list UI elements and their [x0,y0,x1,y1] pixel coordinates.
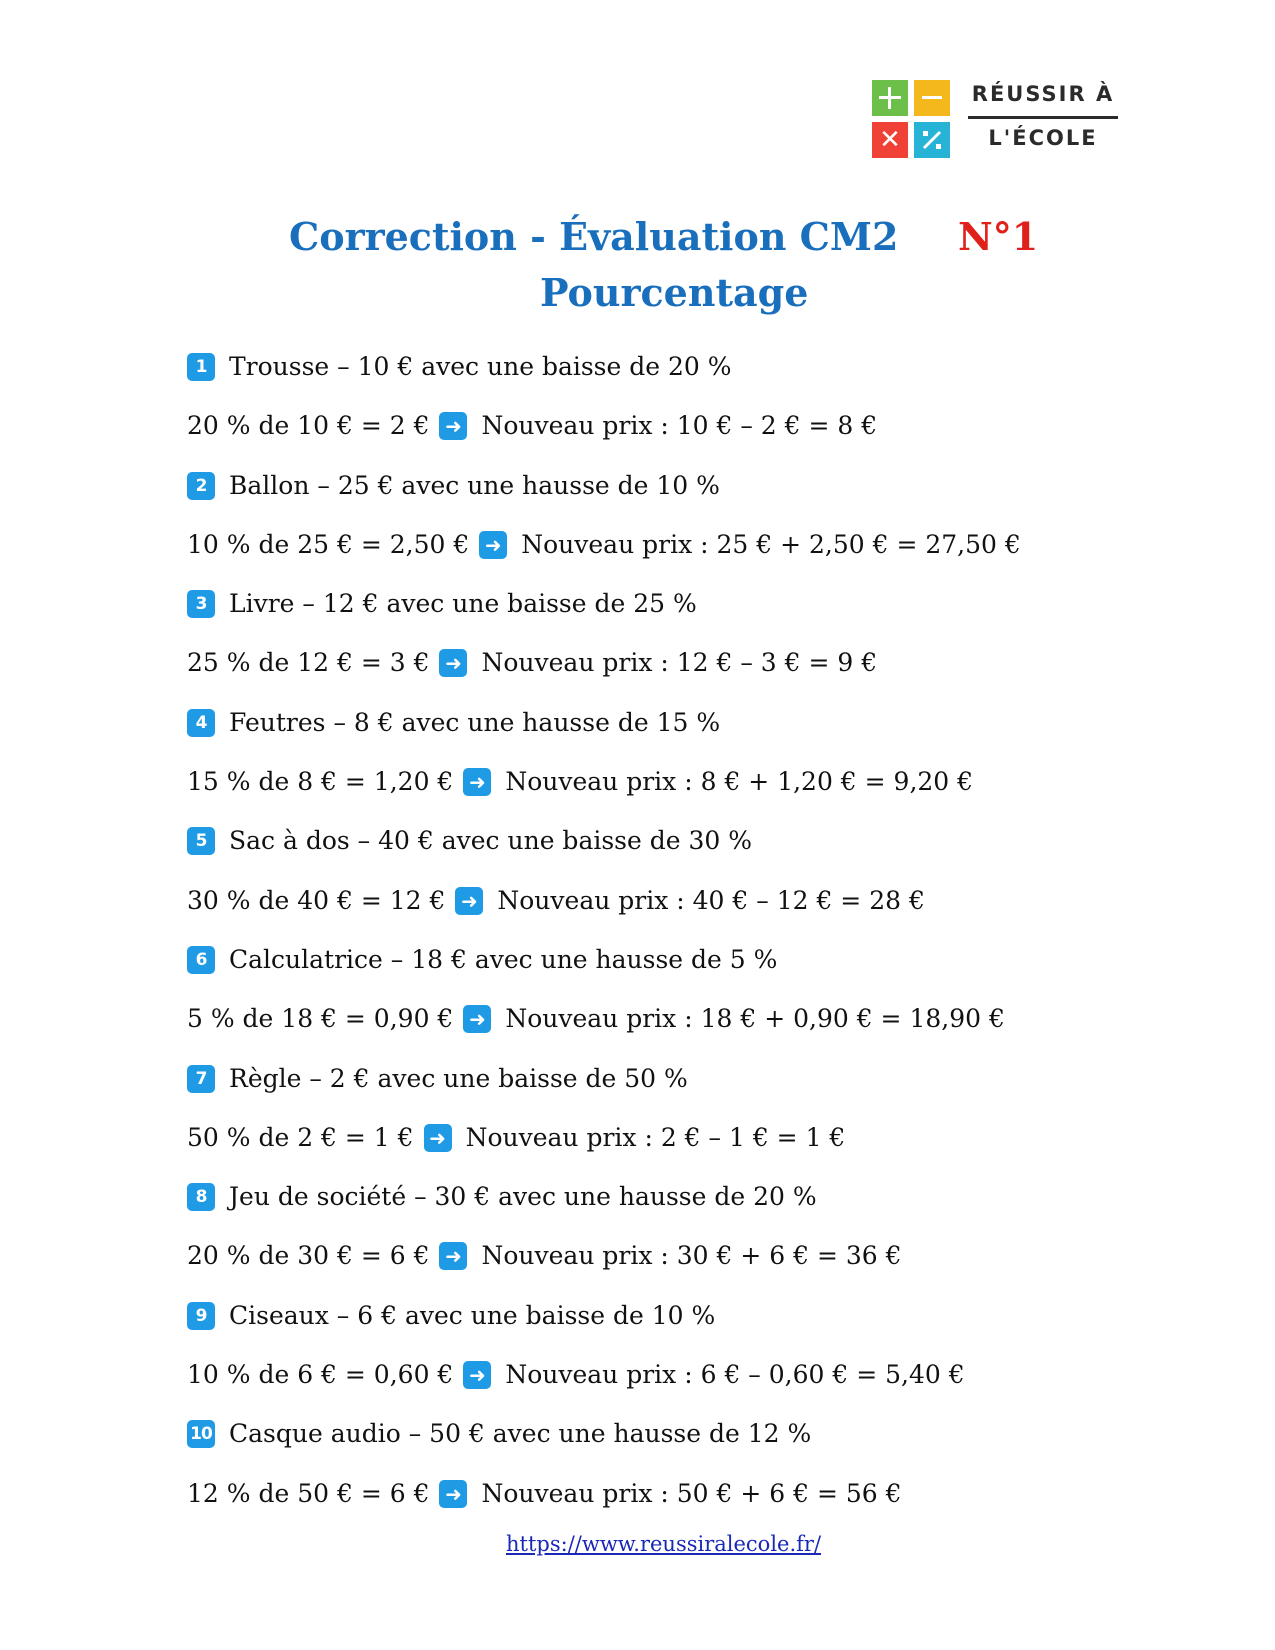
right-arrow-icon: ➜ [424,1124,452,1152]
question-line [187,1177,1087,1236]
question-line [187,1059,1087,1118]
question-line [187,940,1087,999]
number-badge-icon: 6 [187,946,215,974]
times-icon: ✕ [872,122,908,158]
percent-icon [914,122,950,158]
number-badge-icon: 1 [187,353,215,381]
question-line [187,466,1087,525]
number-badge-icon: 3 [187,590,215,618]
number-badge-icon: 4 [187,709,215,737]
number-badge-icon: 7 [187,1065,215,1093]
calculation-text: 20 % de 30 € = 6 € [187,1241,430,1271]
result-text: Nouveau prix : 8 € + 1,20 € = 9,20 € [505,767,974,797]
calculation-text: 10 % de 6 € = 0,60 € [187,1360,454,1390]
result-text: Nouveau prix : 10 € – 2 € = 8 € [481,411,878,441]
question-text: Casque audio – 50 € avec une hausse de 12 % [229,1419,812,1449]
logo-wordmark [968,80,1118,158]
result-text: Nouveau prix : 12 € – 3 € = 9 € [481,648,878,678]
result-text: Nouveau prix : 40 € – 12 € = 28 € [497,885,925,915]
question-text: Jeu de société – 30 € avec une hausse de 20 % [229,1182,817,1212]
exercise-list [187,347,1087,1533]
answer-line [187,762,1087,821]
question-text: Livre – 12 € avec une baisse de 25 % [229,589,697,619]
right-arrow-icon: ➜ [463,768,491,796]
logo-line-1: RÉUSSIR À [971,82,1115,106]
question-text: Calculatrice – 18 € avec une hausse de 5 % [229,944,778,974]
logo-line-2: L'ÉCOLE [988,126,1098,150]
result-text: Nouveau prix : 2 € – 1 € = 1 € [465,1122,846,1152]
question-line [187,347,1087,406]
question-line [187,1414,1087,1473]
number-badge-icon: 9 [187,1302,215,1330]
right-arrow-icon: ➜ [479,531,507,559]
answer-line [187,1118,1087,1177]
question-text: Règle – 2 € avec une baisse de 50 % [229,1063,688,1093]
page-title: Correction - Évaluation CM2 [289,214,899,259]
calculation-text: 12 % de 50 € = 6 € [187,1478,430,1508]
answer-line [187,525,1087,584]
site-logo [872,80,1122,158]
percent-glyph [914,122,950,158]
question-text: Feutres – 8 € avec une hausse de 15 % [229,707,721,737]
right-arrow-icon: ➜ [439,1242,467,1270]
right-arrow-icon: ➜ [463,1361,491,1389]
right-arrow-icon: ➜ [463,1005,491,1033]
logo-divider [968,116,1118,119]
result-text: Nouveau prix : 6 € – 0,60 € = 5,40 € [505,1360,965,1390]
answer-line [187,1474,1087,1533]
calculation-text: 5 % de 18 € = 0,90 € [187,1004,454,1034]
answer-line [187,999,1087,1058]
footer-link[interactable]: https://www.reussiralecole.fr/ [506,1532,822,1556]
number-badge-icon: 5 [187,827,215,855]
question-line [187,1296,1087,1355]
answer-line [187,643,1087,702]
question-text: Trousse – 10 € avec une baisse de 20 % [229,352,732,381]
calculation-text: 30 % de 40 € = 12 € [187,885,446,915]
number-badge-icon: 8 [187,1183,215,1211]
right-arrow-icon: ➜ [439,412,467,440]
calculation-text: 20 % de 10 € = 2 € [187,411,430,441]
answer-line [187,881,1087,940]
sheet-number: N°1 [958,214,1039,259]
answer-line [187,1355,1087,1414]
question-line [187,821,1087,880]
answer-line [187,406,1087,465]
number-badge-icon: 10 [187,1420,215,1448]
result-text: Nouveau prix : 25 € + 2,50 € = 27,50 € [521,529,1021,559]
result-text: Nouveau prix : 30 € + 6 € = 36 € [481,1241,902,1271]
calculation-text: 15 % de 8 € = 1,20 € [187,767,454,797]
calculation-text: 25 % de 12 € = 3 € [187,648,430,678]
question-line [187,584,1087,643]
plus-icon [872,80,908,116]
question-text: Ciseaux – 6 € avec une baisse de 10 % [229,1300,716,1330]
number-badge-icon: 2 [187,472,215,500]
result-text: Nouveau prix : 50 € + 6 € = 56 € [481,1478,902,1508]
right-arrow-icon: ➜ [439,649,467,677]
question-line [187,703,1087,762]
result-text: Nouveau prix : 18 € + 0,90 € = 18,90 € [505,1004,1005,1034]
answer-line [187,1236,1087,1295]
calculation-text: 50 % de 2 € = 1 € [187,1122,414,1152]
minus-icon [914,80,950,116]
right-arrow-icon: ➜ [455,887,483,915]
question-text: Sac à dos – 40 € avec une baisse de 30 % [229,826,752,856]
question-text: Ballon – 25 € avec une hausse de 10 % [229,470,720,500]
page-subtitle: Pourcentage [540,270,809,315]
right-arrow-icon: ➜ [439,1480,467,1508]
calculation-text: 10 % de 25 € = 2,50 € [187,529,470,559]
